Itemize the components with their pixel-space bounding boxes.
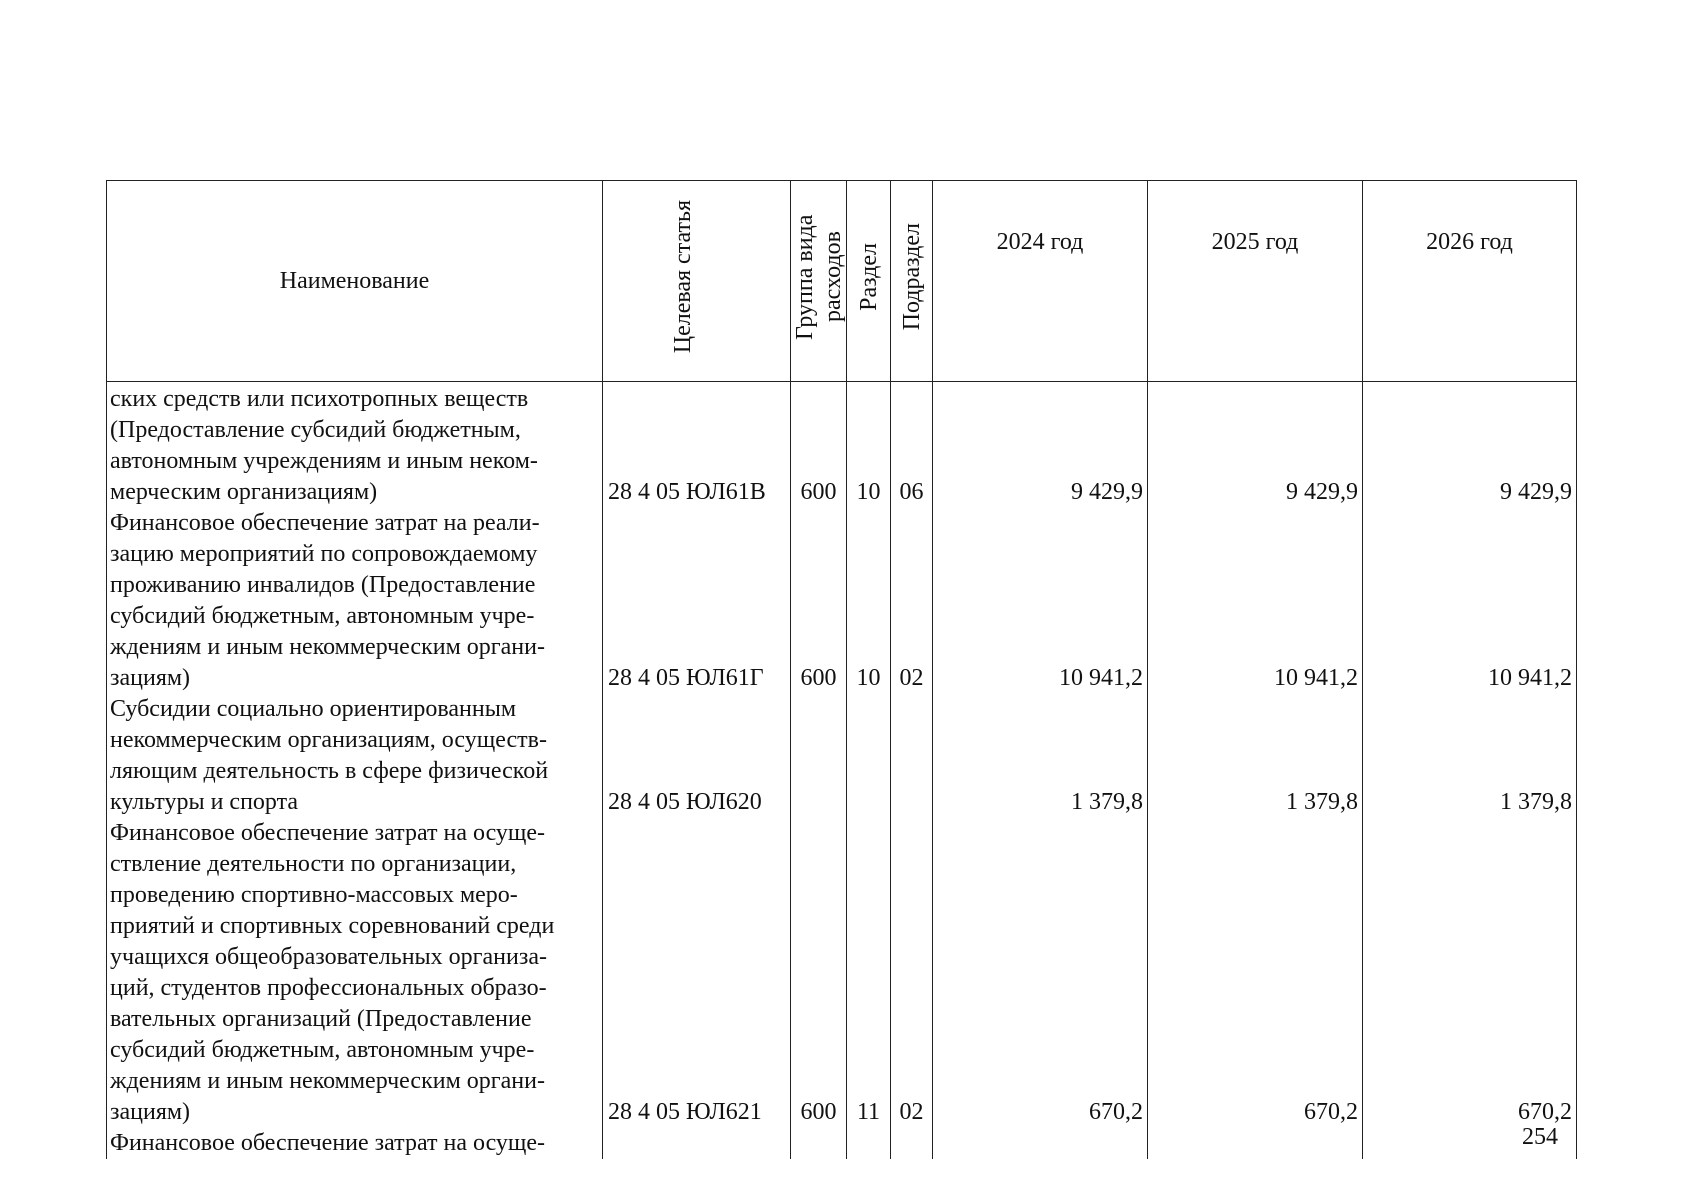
- table-row: [107, 382, 1577, 509]
- row-name-line: субсидий бюджетным, автономным учре-: [110, 603, 535, 629]
- header-subsection: Подраздел: [891, 181, 933, 382]
- row-name-line: ляющим деятельность в сфере физической: [110, 758, 549, 784]
- row-amount-2024: [933, 1128, 1148, 1159]
- row-amount-2025: 9 429,9: [1148, 382, 1363, 509]
- row-amount-2026: 670,2: [1363, 818, 1577, 1128]
- row-name: [107, 818, 603, 1128]
- table-header-row: [107, 181, 1577, 382]
- row-section: 10: [847, 382, 891, 509]
- header-name: Наименование: [107, 181, 603, 382]
- row-name-line: Финансовое обеспечение затрат на осуще-: [110, 1130, 546, 1156]
- header-target-article: Целевая статья: [603, 181, 791, 382]
- header-2026: 2026 год: [1363, 181, 1577, 382]
- row-amount-2024: 10 941,2: [933, 508, 1148, 694]
- row-amount-2026: 1 379,8: [1363, 694, 1577, 818]
- row-name-line: Финансовое обеспечение затрат на реали-: [110, 510, 540, 536]
- row-name-line: учащихся общеобразовательных организа-: [110, 944, 547, 970]
- row-expense-group: [791, 1128, 847, 1159]
- row-subsection: 06: [891, 382, 933, 509]
- row-subsection: 02: [891, 508, 933, 694]
- row-expense-group: 600: [791, 818, 847, 1128]
- row-name-line: проведению спортивно-массовых меро-: [110, 882, 518, 908]
- row-amount-2024: 1 379,8: [933, 694, 1148, 818]
- row-name-line: ских средств или психотропных веществ: [110, 386, 529, 412]
- table-row: [107, 694, 1577, 818]
- row-expense-group: [791, 694, 847, 818]
- row-target-article: 28 4 05 ЮЛ620: [603, 694, 791, 818]
- row-name-line: проживанию инвалидов (Предоставление: [110, 572, 536, 598]
- header-2025: 2025 год: [1148, 181, 1363, 382]
- row-subsection: [891, 694, 933, 818]
- table-row: [107, 508, 1577, 694]
- row-name-line: ждениям и иным некоммерческим органи-: [110, 634, 545, 660]
- table-row: [107, 818, 1577, 1128]
- row-expense-group: 600: [791, 508, 847, 694]
- row-name-line: ждениям и иным некоммерческим органи-: [110, 1068, 545, 1094]
- row-name-line: ствление деятельности по организации,: [110, 851, 517, 877]
- row-name-line: (Предоставление субсидий бюджетным,: [110, 417, 521, 443]
- row-name: [107, 694, 603, 818]
- row-section: [847, 694, 891, 818]
- row-amount-2024: 9 429,9: [933, 382, 1148, 509]
- row-name-line: Субсидии социально ориентированным: [110, 696, 517, 722]
- row-name: [107, 1128, 603, 1159]
- header-section: Раздел: [847, 181, 891, 382]
- row-amount-2025: 670,2: [1148, 818, 1363, 1128]
- table-row: [107, 1128, 1577, 1159]
- row-name: [107, 508, 603, 694]
- row-name-line: Финансовое обеспечение затрат на осуще-: [110, 820, 546, 846]
- row-subsection: 02: [891, 818, 933, 1128]
- row-amount-2024: 670,2: [933, 818, 1148, 1128]
- row-amount-2026: 10 941,2: [1363, 508, 1577, 694]
- row-target-article: 28 4 05 ЮЛ61В: [603, 382, 791, 509]
- row-name-line: вательных организаций (Предоставление: [110, 1006, 532, 1032]
- row-section: [847, 1128, 891, 1159]
- row-amount-2025: 10 941,2: [1148, 508, 1363, 694]
- row-amount-2025: 1 379,8: [1148, 694, 1363, 818]
- row-subsection: [891, 1128, 933, 1159]
- row-name-line: зациям): [110, 665, 191, 691]
- header-expense-group: Группа вида расходов: [791, 181, 847, 382]
- row-name-line: некоммерческим организациям, осуществ-: [110, 727, 547, 753]
- header-2024: 2024 год: [933, 181, 1148, 382]
- row-name-line: ций, студентов профессиональных образо-: [110, 975, 547, 1001]
- budget-table: [106, 180, 1577, 1159]
- page-number: 254: [1522, 1124, 1558, 1150]
- row-amount-2026: 9 429,9: [1363, 382, 1577, 509]
- row-name-line: автономным учреждениям и иным неком-: [110, 448, 538, 474]
- row-target-article: 28 4 05 ЮЛ621: [603, 818, 791, 1128]
- row-expense-group: 600: [791, 382, 847, 509]
- row-name: [107, 382, 603, 509]
- table-body: [107, 382, 1577, 1160]
- row-name-line: культуры и спорта: [110, 789, 299, 815]
- row-name-line: зациям): [110, 1099, 191, 1125]
- row-name-line: приятий и спортивных соревнований среди: [110, 913, 555, 939]
- row-target-article: 28 4 05 ЮЛ61Г: [603, 508, 791, 694]
- row-section: 11: [847, 818, 891, 1128]
- row-name-line: субсидий бюджетным, автономным учре-: [110, 1037, 535, 1063]
- row-name-line: мерческим организациям): [110, 479, 378, 505]
- row-target-article: [603, 1128, 791, 1159]
- row-section: 10: [847, 508, 891, 694]
- row-amount-2025: [1148, 1128, 1363, 1159]
- row-name-line: зацию мероприятий по сопровождаемому: [110, 541, 538, 567]
